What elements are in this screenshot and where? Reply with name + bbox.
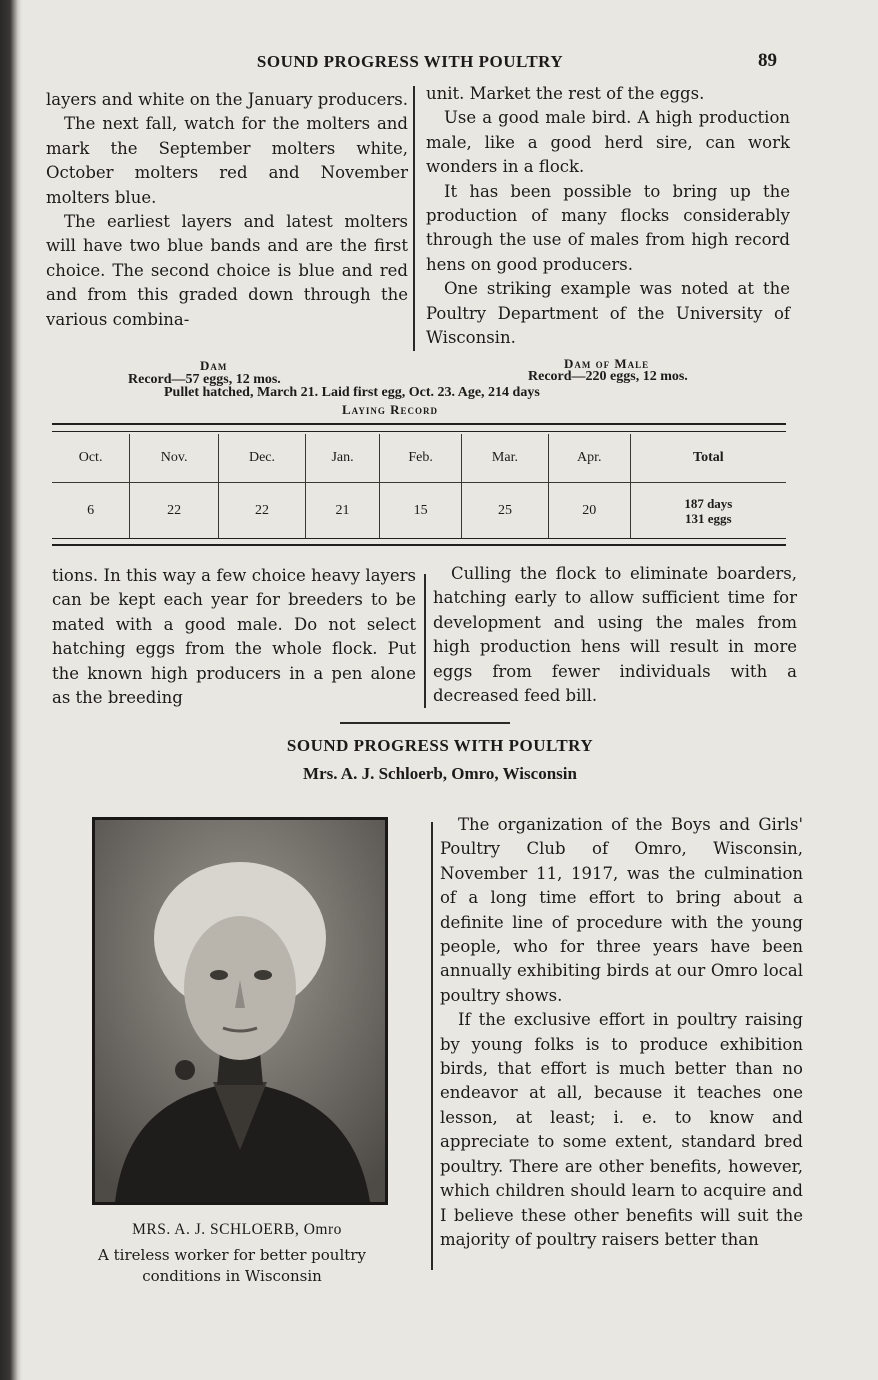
- paragraph: The organization of the Boys and Girls' Poultry Club of Omro, Wisconsin, November 11, 1917, was the culmination of a long time effort to bring about a definite line of procedure with the young people, who for three years have been annually exhibiting birds at our Omro local poultry shows.: [440, 815, 803, 1005]
- dam-record: Record—57 eggs, 12 mos.: [128, 372, 281, 387]
- top-right-column: [426, 82, 790, 350]
- table-rule: [52, 431, 786, 432]
- hatch-info-line: Pullet hatched, March 21. Laid first egg, Oct. 23. Age, 214 days: [164, 385, 540, 400]
- header-cell: Oct.: [52, 434, 130, 483]
- header-cell: Dec.: [219, 434, 306, 483]
- paragraph: It has been possible to bring up the production of many flocks considerably through the use of males from high record hens on good producers.: [426, 181, 790, 274]
- table-cell: 20: [548, 483, 630, 539]
- column-divider: [424, 574, 426, 708]
- table-cell: 22: [219, 483, 306, 539]
- paragraph: The earliest layers and latest molters will have two blue bands and are the first choice. The second choice is blue and red and from this graded down through the various combina-: [46, 212, 408, 329]
- article-body-column: [440, 813, 803, 1252]
- paragraph: Culling the flock to eliminate boarders, hatching early to allow sufficient time for development and using the males from high production hens will result in more eggs from fewer individuals with a decreased feed bill.: [433, 564, 797, 706]
- photo-caption-name: MRS. A. J. SCHLOERB, Omro: [132, 1221, 342, 1238]
- laying-record-table: [52, 434, 786, 538]
- portrait-illustration: [95, 820, 385, 1202]
- paragraph: One striking example was noted at the Poultry Department of the University of Wisconsin.: [426, 279, 790, 348]
- total-days: 187 days: [684, 495, 733, 511]
- total-cell: [630, 483, 786, 539]
- table-rule: [52, 423, 786, 425]
- article-title: SOUND PROGRESS WITH POULTRY: [286, 736, 594, 755]
- column-divider: [431, 822, 433, 1270]
- table-cell: 25: [462, 483, 549, 539]
- top-left-column: [46, 88, 408, 332]
- photo-caption-text: A tireless worker for better poultry conditions in Wisconsin: [98, 1246, 366, 1285]
- paragraph: unit. Market the rest of the eggs.: [426, 84, 705, 103]
- table-row: [52, 483, 786, 539]
- table-cell: 22: [130, 483, 219, 539]
- header-cell: Mar.: [462, 434, 549, 483]
- table-rule: [52, 544, 786, 546]
- header-cell: Total: [630, 434, 786, 483]
- total-eggs: 131 eggs: [685, 510, 732, 526]
- header-cell: Feb.: [380, 434, 462, 483]
- paragraph: tions. In this way a few choice heavy layers can be kept each year for breeders to be mated with a good male. Do not select hatching eggs from the whole flock. Put the known high producers in a pen alone as the breeding: [52, 566, 416, 708]
- header-cell: Apr.: [548, 434, 630, 483]
- paragraph: The next fall, watch for the molters and mark the September molters white, October molters red and November molters blue.: [46, 114, 408, 207]
- table-cell: 15: [380, 483, 462, 539]
- table-header-row: [52, 434, 786, 483]
- mid-right-column: [433, 562, 797, 708]
- paragraph: Use a good male bird. A high production male, like a good herd sire, can work wonders in a flock.: [426, 108, 790, 177]
- dam-heading: Dam: [200, 358, 228, 373]
- page-number: 89: [758, 50, 777, 71]
- header-cell: Nov.: [130, 434, 219, 483]
- table-rule: [52, 538, 786, 539]
- paragraph: layers and white on the January producers.: [46, 90, 408, 109]
- dam-of-male-heading: Dam of Male: [564, 356, 650, 371]
- section-separator: [340, 722, 510, 724]
- table-cell: 6: [52, 483, 130, 539]
- column-divider: [413, 86, 415, 351]
- laying-record-title: Laying Record: [342, 402, 438, 417]
- running-title: SOUND PROGRESS WITH POULTRY: [256, 52, 564, 71]
- page-binding-edge: [0, 0, 22, 1380]
- mid-left-column: [52, 564, 416, 710]
- dam-of-male-record: Record—220 eggs, 12 mos.: [528, 369, 688, 384]
- portrait-photo: [92, 817, 388, 1205]
- header-cell: Jan.: [305, 434, 379, 483]
- table-cell: 21: [305, 483, 379, 539]
- article-author: Mrs. A. J. Schloerb, Omro, Wisconsin: [303, 764, 577, 783]
- paragraph: If the exclusive effort in poultry raising by young folks is to produce exhibition birds, that effort is much better than no endeavor at all, because it teaches one lesson, at least; i. e. to know and appreciate to some extent, standard bred poultry. There are other benefits, however, which children should learn to acquire and I believe these other benefits will suit the majority of poultry raisers better than: [440, 1010, 803, 1249]
